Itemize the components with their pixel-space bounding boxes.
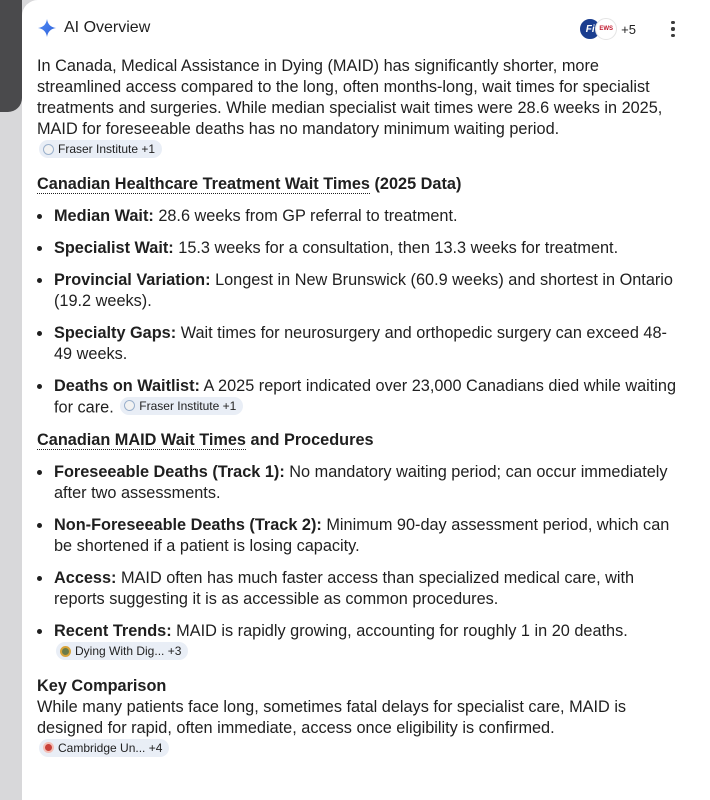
source-count: +5 xyxy=(621,21,636,37)
ai-overview-title: AI Overview xyxy=(64,19,151,36)
list-item xyxy=(37,206,682,227)
fraser-institute-icon xyxy=(43,144,54,155)
item-label: Foreseeable Deaths (Track 1): xyxy=(54,463,285,481)
source-chip[interactable] xyxy=(39,140,162,158)
item-label: Deaths on Waitlist: xyxy=(54,376,200,395)
list-item xyxy=(37,568,682,610)
source-chip-label: Fraser Institute +1 xyxy=(58,142,156,156)
sparkle-icon xyxy=(38,19,56,37)
list-item xyxy=(37,621,682,664)
list-item xyxy=(37,238,682,259)
list-item xyxy=(37,270,682,312)
ai-overview-content xyxy=(37,56,682,760)
item-text: Minimum 90-day assessment period, which can be shortened if a patient is losing capacity. xyxy=(54,516,670,555)
section-heading-maid xyxy=(37,430,682,451)
more-options-button[interactable] xyxy=(664,19,682,39)
intro-text: In Canada, Medical Assistance in Dying (MAID) has significantly shorter, more streamlined access compared to the long, often months-long, wait times for specialist treatments and surgeries. While median specialist wait times were 28.6 weeks in 2025, MAID for foreseeable deaths has no mandatory minimum waiting period. xyxy=(37,57,663,138)
section-heading-suffix: (2025 Data) xyxy=(369,174,462,193)
ai-overview-header xyxy=(37,0,710,56)
fraser-institute-source-icon: Fi xyxy=(579,18,601,40)
item-text: Wait times for neurosurgery and orthopedic surgery can exceed 48-49 weeks. xyxy=(54,323,667,363)
source-chip-label: Dying With Dig... +3 xyxy=(75,644,182,658)
item-label: Provincial Variation: xyxy=(54,270,211,289)
item-text: No mandatory waiting period; can occur immediately after two assessments. xyxy=(54,463,668,502)
dying-with-dignity-icon xyxy=(60,646,71,657)
item-label: Non-Foreseeable Deaths (Track 2): xyxy=(54,516,322,534)
window-corner xyxy=(0,0,22,112)
list-item xyxy=(37,515,682,557)
wait-times-link[interactable]: Canadian Healthcare Treatment Wait Times xyxy=(37,174,370,193)
section-heading-suffix: and Procedures xyxy=(245,431,374,449)
maid-wait-times-link[interactable]: Canadian MAID Wait Times xyxy=(37,431,246,449)
key-comparison-heading: Key Comparison xyxy=(37,676,167,695)
item-text: A 2025 report indicated over 23,000 Canadians died while waiting for care. xyxy=(54,376,677,416)
cambridge-university-icon xyxy=(43,742,54,753)
item-label: Specialty Gaps: xyxy=(54,323,177,342)
list-item xyxy=(37,462,682,504)
sources-button[interactable] xyxy=(579,18,636,40)
item-text: 15.3 weeks for a consultation, then 13.3 weeks for treatment. xyxy=(173,238,619,257)
source-chip[interactable] xyxy=(120,397,243,415)
source-chip[interactable] xyxy=(39,739,169,757)
key-text: While many patients face long, sometimes fatal delays for specialist care, MAID is designed for rapid, often immediate, access once eligibility is confirmed. xyxy=(37,697,627,737)
key-comparison-text xyxy=(37,697,682,761)
item-text: MAID is rapidly growing, accounting for roughly 1 in 20 deaths. xyxy=(171,622,628,640)
maid-list xyxy=(37,462,682,664)
ai-overview-panel xyxy=(22,0,710,800)
more-vert-icon xyxy=(671,21,674,24)
item-text: MAID often has much faster access than specialized medical care, with reports suggesting it is as accessible as common procedures. xyxy=(54,569,635,608)
wait-times-list xyxy=(37,206,682,419)
item-label: Access: xyxy=(54,569,117,587)
source-chip[interactable] xyxy=(56,642,188,660)
item-label: Specialist Wait: xyxy=(54,238,174,257)
source-chip-label: Fraser Institute +1 xyxy=(139,398,237,413)
intro-paragraph xyxy=(37,56,682,162)
section-heading-wait-times xyxy=(37,174,682,195)
fraser-institute-icon xyxy=(124,400,135,411)
item-text: 28.6 weeks from GP referral to treatment. xyxy=(153,206,458,225)
item-label: Median Wait: xyxy=(54,206,154,225)
list-item xyxy=(37,376,682,419)
item-text: Longest in New Brunswick (60.9 weeks) and shortest in Ontario (19.2 weeks). xyxy=(54,270,673,310)
source-chip-label: Cambridge Un... +4 xyxy=(58,740,163,755)
news-source-icon: EWS xyxy=(595,18,617,40)
list-item xyxy=(37,323,682,365)
item-label: Recent Trends: xyxy=(54,622,172,640)
